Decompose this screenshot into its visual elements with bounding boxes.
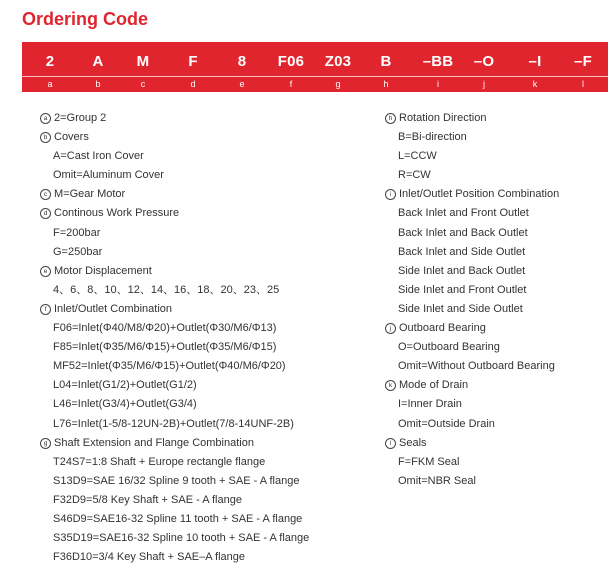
legend-text: M=Gear Motor: [54, 188, 126, 201]
legend-text: F85=Inlet(Φ35/M6/Φ15)+Outlet(Φ35/M6/Φ15): [53, 341, 277, 354]
legend-option: [385, 262, 605, 281]
circled-letter-marker: f: [40, 304, 51, 315]
code-bar-divider: [22, 76, 608, 77]
legend-text: F=FKM Seal: [398, 455, 460, 468]
legend-heading: [385, 319, 605, 338]
code-segment-symbol: F06: [277, 53, 305, 70]
legend-option: [40, 166, 380, 185]
legend-text: Back Inlet and Side Outlet: [398, 245, 526, 258]
circled-letter-marker: j: [385, 323, 396, 334]
legend-heading: [385, 185, 605, 204]
legend-option: [40, 510, 380, 529]
circled-letter-marker: k: [385, 380, 396, 391]
legend-text: F32D9=5/8 Key Shaft + SAE - A flange: [53, 493, 242, 506]
legend-option: [40, 491, 380, 510]
code-segment-symbol: 8: [237, 53, 247, 70]
code-segment-symbol: –O: [473, 53, 495, 70]
code-segment-letter: j: [483, 79, 485, 89]
circled-letter-marker: h: [385, 113, 396, 124]
legend-text: Omit=Aluminum Cover: [53, 169, 164, 182]
code-segment-letter: d: [190, 79, 196, 89]
legend-option: [40, 147, 380, 166]
legend-option: [40, 453, 380, 472]
legend-text: S35D19=SAE16-32 Spline 10 tooth + SAE - A flange: [53, 532, 310, 545]
legend-option: [40, 395, 380, 414]
legend-text: Outboard Bearing: [399, 322, 486, 335]
code-segment-symbol: –F: [574, 53, 592, 70]
legend-option: [385, 300, 605, 319]
circled-letter-marker: d: [40, 208, 51, 219]
legend-option: [385, 395, 605, 414]
legend-option: [40, 281, 380, 300]
legend-heading: [385, 109, 605, 128]
code-segment-symbol: F: [188, 53, 198, 70]
legend-option: [385, 453, 605, 472]
legend-heading: [40, 300, 380, 319]
code-segment-symbol: A: [92, 53, 104, 70]
circled-letter-marker: b: [40, 132, 51, 143]
legend-text: Mode of Drain: [399, 379, 469, 392]
legend-text: Back Inlet and Front Outlet: [398, 207, 529, 220]
legend-text: A=Cast Iron Cover: [53, 150, 144, 163]
legend-text: R=CW: [398, 169, 431, 182]
legend-option: [40, 548, 380, 567]
right-column-legend: [385, 109, 605, 491]
legend-option: [385, 338, 605, 357]
legend-text: Inlet/Outlet Position Combination: [399, 188, 560, 201]
legend-heading: [40, 185, 380, 204]
legend-text: Continous Work Pressure: [54, 207, 180, 220]
legend-text: 4、6、8、10、12、14、16、18、20、23、25: [53, 283, 280, 296]
legend-text: Motor Displacement: [54, 264, 152, 277]
legend-option: [385, 472, 605, 491]
legend-text: B=Bi-direction: [398, 131, 467, 144]
legend-text: L=CCW: [398, 150, 437, 163]
legend-text: F=200bar: [53, 226, 101, 239]
code-segment-symbol: M: [136, 53, 150, 70]
legend-option: [40, 472, 380, 491]
code-segment-symbol: –I: [528, 53, 542, 70]
code-segment-symbol: –BB: [422, 53, 454, 70]
code-segment-letter: k: [532, 79, 538, 89]
legend-heading: [40, 204, 380, 223]
legend-text: Omit=Outside Drain: [398, 417, 495, 430]
legend-option: [40, 529, 380, 548]
legend-option: [385, 128, 605, 147]
legend-option: [40, 376, 380, 395]
code-segment-symbol: B: [380, 53, 392, 70]
legend-heading: [40, 262, 380, 281]
legend-text: Side Inlet and Side Outlet: [398, 302, 523, 315]
legend-text: I=Inner Drain: [398, 398, 462, 411]
legend-text: Rotation Direction: [399, 112, 487, 124]
circled-letter-marker: g: [40, 438, 51, 449]
legend-text: Seals: [399, 436, 427, 449]
legend-text: O=Outboard Bearing: [398, 341, 500, 354]
legend-option: [40, 357, 380, 376]
legend-option: [40, 243, 380, 262]
legend-option: [385, 166, 605, 185]
legend-text: Inlet/Outlet Combination: [54, 302, 173, 315]
circled-letter-marker: i: [385, 189, 396, 200]
code-segment-letter: l: [582, 79, 584, 89]
legend-text: Back Inlet and Back Outlet: [398, 226, 528, 239]
legend-text: L04=Inlet(G1/2)+Outlet(G1/2): [53, 379, 197, 392]
legend-text: L76=Inlet(1-5/8-12UN-2B)+Outlet(7/8-14UNF-2B): [53, 417, 294, 430]
legend-text: F36D10=3/4 Key Shaft + SAE–A flange: [53, 551, 246, 564]
legend-option: [40, 224, 380, 243]
code-segment-letter: a: [47, 79, 53, 89]
circled-letter-marker: e: [40, 266, 51, 277]
legend-option: [40, 415, 380, 434]
legend-text: F06=Inlet(Φ40/M8/Φ20)+Outlet(Φ30/M6/Φ13): [53, 322, 277, 335]
legend-text: 2=Group 2: [54, 112, 107, 124]
legend-heading: [40, 434, 380, 453]
circled-letter-marker: c: [40, 189, 51, 200]
code-segment-letter: g: [335, 79, 341, 89]
legend-text: L46=Inlet(G3/4)+Outlet(G3/4): [53, 398, 197, 411]
legend-heading: [385, 434, 605, 453]
legend-option: [385, 357, 605, 376]
legend-text: G=250bar: [53, 245, 103, 258]
legend-text: S46D9=SAE16-32 Spline 11 tooth + SAE - A flange: [53, 512, 303, 525]
page-title: Ordering Code: [22, 9, 149, 29]
legend-option: [385, 147, 605, 166]
legend-option: [385, 415, 605, 434]
legend-heading: [40, 128, 380, 147]
ordering-code-bar: [22, 42, 608, 92]
code-segment-symbol: Z03: [324, 53, 352, 70]
left-column-legend: [40, 109, 380, 567]
legend-text: Side Inlet and Back Outlet: [398, 264, 526, 277]
legend-option: [385, 243, 605, 262]
code-segment-symbol: 2: [45, 53, 55, 70]
legend-text: Omit=Without Outboard Bearing: [398, 360, 555, 373]
legend-text: Shaft Extension and Flange Combination: [54, 436, 254, 449]
legend-text: Omit=NBR Seal: [398, 474, 476, 487]
code-segment-letter: f: [289, 79, 293, 89]
circled-letter-marker: l: [385, 438, 396, 449]
code-segment-letter: e: [239, 79, 245, 89]
legend-text: T24S7=1:8 Shaft + Europe rectangle flange: [53, 455, 266, 468]
legend-text: Side Inlet and Front Outlet: [398, 283, 527, 296]
legend-heading: [40, 109, 380, 128]
code-segment-letter: i: [437, 79, 439, 89]
legend-option: [40, 338, 380, 357]
legend-option: [385, 204, 605, 223]
legend-option: [40, 319, 380, 338]
code-segment-letter: h: [383, 79, 389, 89]
legend-text: S13D9=SAE 16/32 Spline 9 tooth + SAE - A flange: [53, 474, 300, 487]
legend-option: [385, 224, 605, 243]
circled-letter-marker: a: [40, 113, 51, 124]
legend-option: [385, 281, 605, 300]
code-segment-letter: c: [140, 79, 146, 89]
legend-heading: [385, 376, 605, 395]
legend-text: Covers: [54, 131, 89, 144]
legend-text: MF52=Inlet(Φ35/M6/Φ15)+Outlet(Φ40/M6/Φ20): [53, 360, 286, 373]
code-segment-letter: b: [95, 79, 101, 89]
